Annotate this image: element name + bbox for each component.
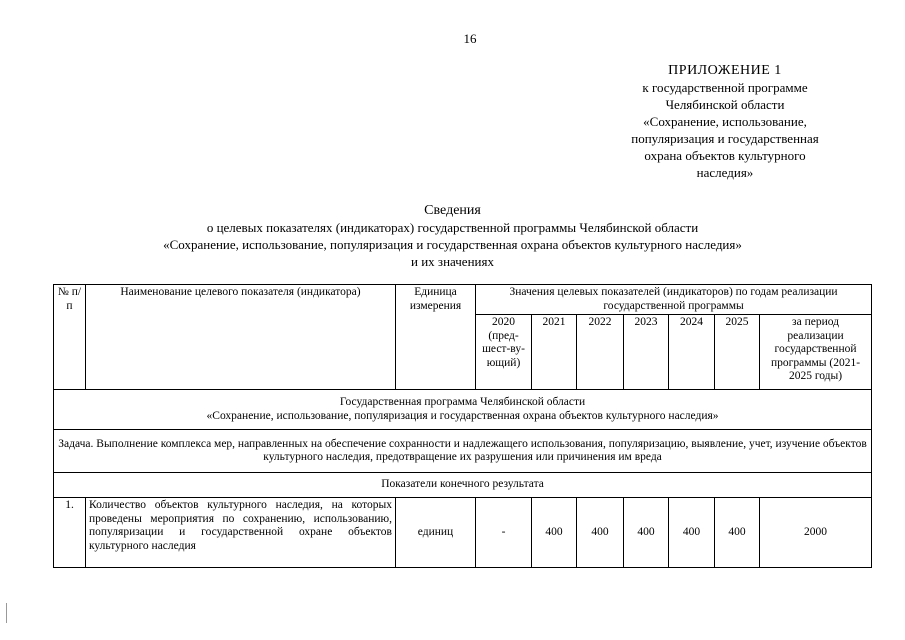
heading-line: «Сохранение, использование, популяризация и государственная охрана объектов культурного наследия» <box>163 237 742 252</box>
header-num: № п/п <box>54 285 86 390</box>
row-value-2025: 400 <box>715 498 760 568</box>
row-value-total: 2000 <box>760 498 872 568</box>
document-heading <box>0 202 905 270</box>
row-name: Количество объектов культурного наследия, на которых проведены мероприятия по сохранению, использованию, популяризации и государственной охране объектов культурного наследия <box>86 498 396 568</box>
row-unit: единиц <box>396 498 476 568</box>
heading-line: о целевых показателях (индикаторах) государственной программы Челябинской области <box>206 220 699 235</box>
header-year-2020: 2020 (пред-шест-ву-ющий) <box>476 315 532 390</box>
row-value-2021: 400 <box>532 498 577 568</box>
appendix-line: популяризация и государственная <box>631 131 819 146</box>
header-year-2022: 2022 <box>577 315 624 390</box>
header-year-2024: 2024 <box>669 315 715 390</box>
header-total-period: за период реализации государственной программы (2021-2025 годы) <box>760 315 872 390</box>
heading-title: Сведения <box>424 203 481 218</box>
row-value-2023: 400 <box>624 498 669 568</box>
program-row <box>54 390 872 430</box>
heading-line: и их значениях <box>411 254 494 269</box>
row-value-2022: 400 <box>577 498 624 568</box>
program-row-line: «Сохранение, использование, популяризация и государственная охрана объектов культурного наследия» <box>206 409 719 422</box>
scan-artifact <box>6 603 7 623</box>
section-row: Показатели конечного результата <box>54 473 872 498</box>
row-num: 1. <box>54 498 86 568</box>
page-number: 16 <box>463 31 477 46</box>
task-row: Задача. Выполнение комплекса мер, направленных на обеспечение сохранности и надлежащего использования, популяризацию, выявление, учет, изучение объектов культурного наследия, предотвращение их разрушения или причинения им вреда <box>54 430 872 473</box>
indicators-table <box>53 284 872 568</box>
row-value-2024: 400 <box>669 498 715 568</box>
row-value-2020: - <box>476 498 532 568</box>
header-year-2021: 2021 <box>532 315 577 390</box>
appendix-title: ПРИЛОЖЕНИЕ 1 <box>668 63 782 78</box>
appendix-block <box>575 62 875 181</box>
header-values-group: Значения целевых показателей (индикаторов) по годам реализации государственной программы <box>476 285 872 315</box>
header-name: Наименование целевого показателя (индикатора) <box>86 285 396 390</box>
program-row-line: Государственная программа Челябинской области <box>339 396 586 408</box>
header-year-2023: 2023 <box>624 315 669 390</box>
appendix-line: к государственной программе <box>642 80 808 95</box>
table-row <box>54 498 872 568</box>
appendix-line: Челябинской области <box>665 97 785 112</box>
appendix-line: охрана объектов культурного <box>644 148 806 163</box>
header-year-2025: 2025 <box>715 315 760 390</box>
header-unit: Единица измерения <box>396 285 476 390</box>
appendix-line: «Сохранение, использование, <box>643 114 807 129</box>
appendix-line: наследия» <box>696 165 754 180</box>
